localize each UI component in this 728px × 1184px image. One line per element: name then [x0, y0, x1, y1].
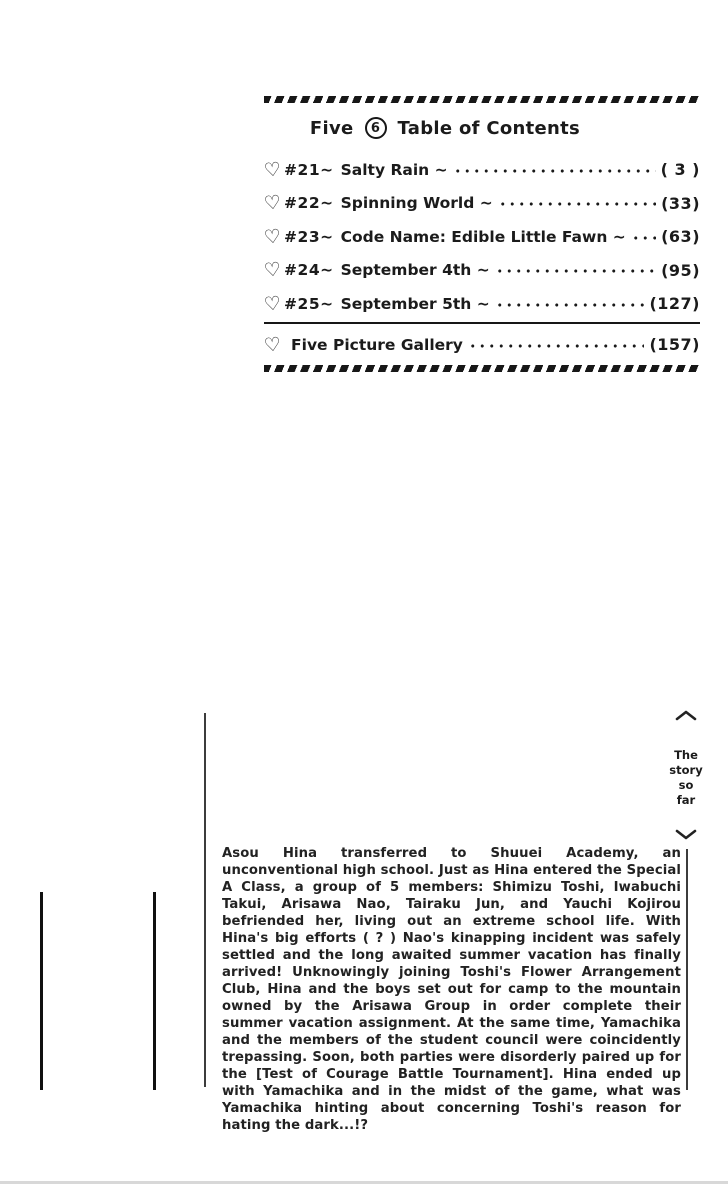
- story-so-far-label: [663, 710, 709, 846]
- dot-leader: [468, 338, 645, 354]
- toc-title: Table of Contents: [397, 117, 581, 139]
- label-line: story: [669, 763, 703, 777]
- toc-entry: [264, 187, 700, 221]
- heart-icon: ♡: [262, 224, 283, 249]
- chevron-down-icon: [675, 829, 697, 842]
- chapter-title: Spinning World ~: [340, 194, 493, 213]
- table-of-contents-box: [264, 96, 700, 372]
- chapter-title: Code Name: Edible Little Fawn ~: [340, 227, 626, 246]
- heart-icon: ♡: [262, 258, 283, 283]
- chevron-up-icon: [675, 710, 697, 721]
- toc-entry: [264, 220, 700, 254]
- chapter-number: #21~: [284, 160, 334, 179]
- decorative-line-2: [153, 892, 156, 1090]
- chapter-number: #24~: [284, 261, 334, 280]
- dot-leader: [631, 230, 656, 246]
- chapter-number: #25~: [284, 294, 334, 313]
- dot-leader: [495, 297, 645, 313]
- toc-entry: [264, 287, 700, 321]
- label-line: The: [674, 748, 698, 762]
- volume-label: Five: [309, 117, 354, 139]
- dot-leader: [498, 196, 656, 212]
- story-so-far-text: [669, 748, 702, 808]
- page-number: (127): [649, 294, 700, 314]
- chapter-title: September 5th ~: [340, 294, 490, 313]
- chapter-title: Salty Rain ~: [340, 160, 448, 179]
- page-number: ( 3 ): [660, 160, 700, 180]
- chapter-number: #22~: [284, 194, 334, 213]
- label-line: so: [678, 778, 694, 792]
- chapter-title: September 4th ~: [340, 261, 490, 280]
- decorative-line-1: [40, 892, 43, 1090]
- dot-leader: [495, 263, 656, 279]
- toc-entry: [264, 153, 700, 187]
- page-number: (157): [649, 335, 700, 354]
- circled-volume-number-icon: 6: [365, 117, 387, 139]
- heart-icon: ♡: [262, 291, 283, 316]
- label-line: far: [676, 793, 696, 807]
- toc-entry: [264, 254, 700, 288]
- page-number: (95): [661, 260, 700, 280]
- chevron-down-wrap: [675, 827, 697, 846]
- paragraph-right-rule: [686, 849, 688, 1090]
- page-number: (33): [661, 193, 700, 213]
- heart-icon: ♡: [262, 191, 283, 216]
- toc-gallery-entry: [264, 324, 700, 365]
- decorative-rope-border-top: [264, 96, 700, 103]
- heart-icon: ♡: [262, 332, 283, 357]
- gallery-title: Five Picture Gallery: [291, 335, 463, 354]
- dot-leader: [453, 163, 656, 179]
- story-summary-paragraph: Asou Hina transferred to Shuuei Academy, an unconventional high school. Just as Hina entered the Special A Class, a group of 5 members: Shimizu Toshi, Iwabuchi Takui, Arisawa Nao, Tairaku Jun, and Yauchi Kojirou befriended her, living out an extreme school life. With Hina's big efforts ( ? ) Nao's kinapping incident was safely settled and the long awaited summer vacation has finally arrived! Unknowingly joining Toshi's Flower Arrangement Club, Hina and the boys set out for camp to the mountain owned by the Arisawa Group in order complete their summer vacation assignment. At the same time, Yamachika and the members of the student council were coincidently trepassing. Soon, both parties were disorderly paired up for the [Test of Courage Battle Tournament]. Hina ended up with Yamachika and in the midst of the game, what was Yamachika hinting about concerning Toshi's reason for hating the dark...!?: [222, 846, 681, 1133]
- toc-header: [264, 103, 700, 153]
- chapter-number: #23~: [284, 227, 334, 246]
- page-number: (63): [661, 227, 700, 247]
- left-margin-rule: [204, 713, 206, 1087]
- decorative-rope-border-bottom: [264, 365, 700, 372]
- heart-icon: ♡: [262, 157, 283, 182]
